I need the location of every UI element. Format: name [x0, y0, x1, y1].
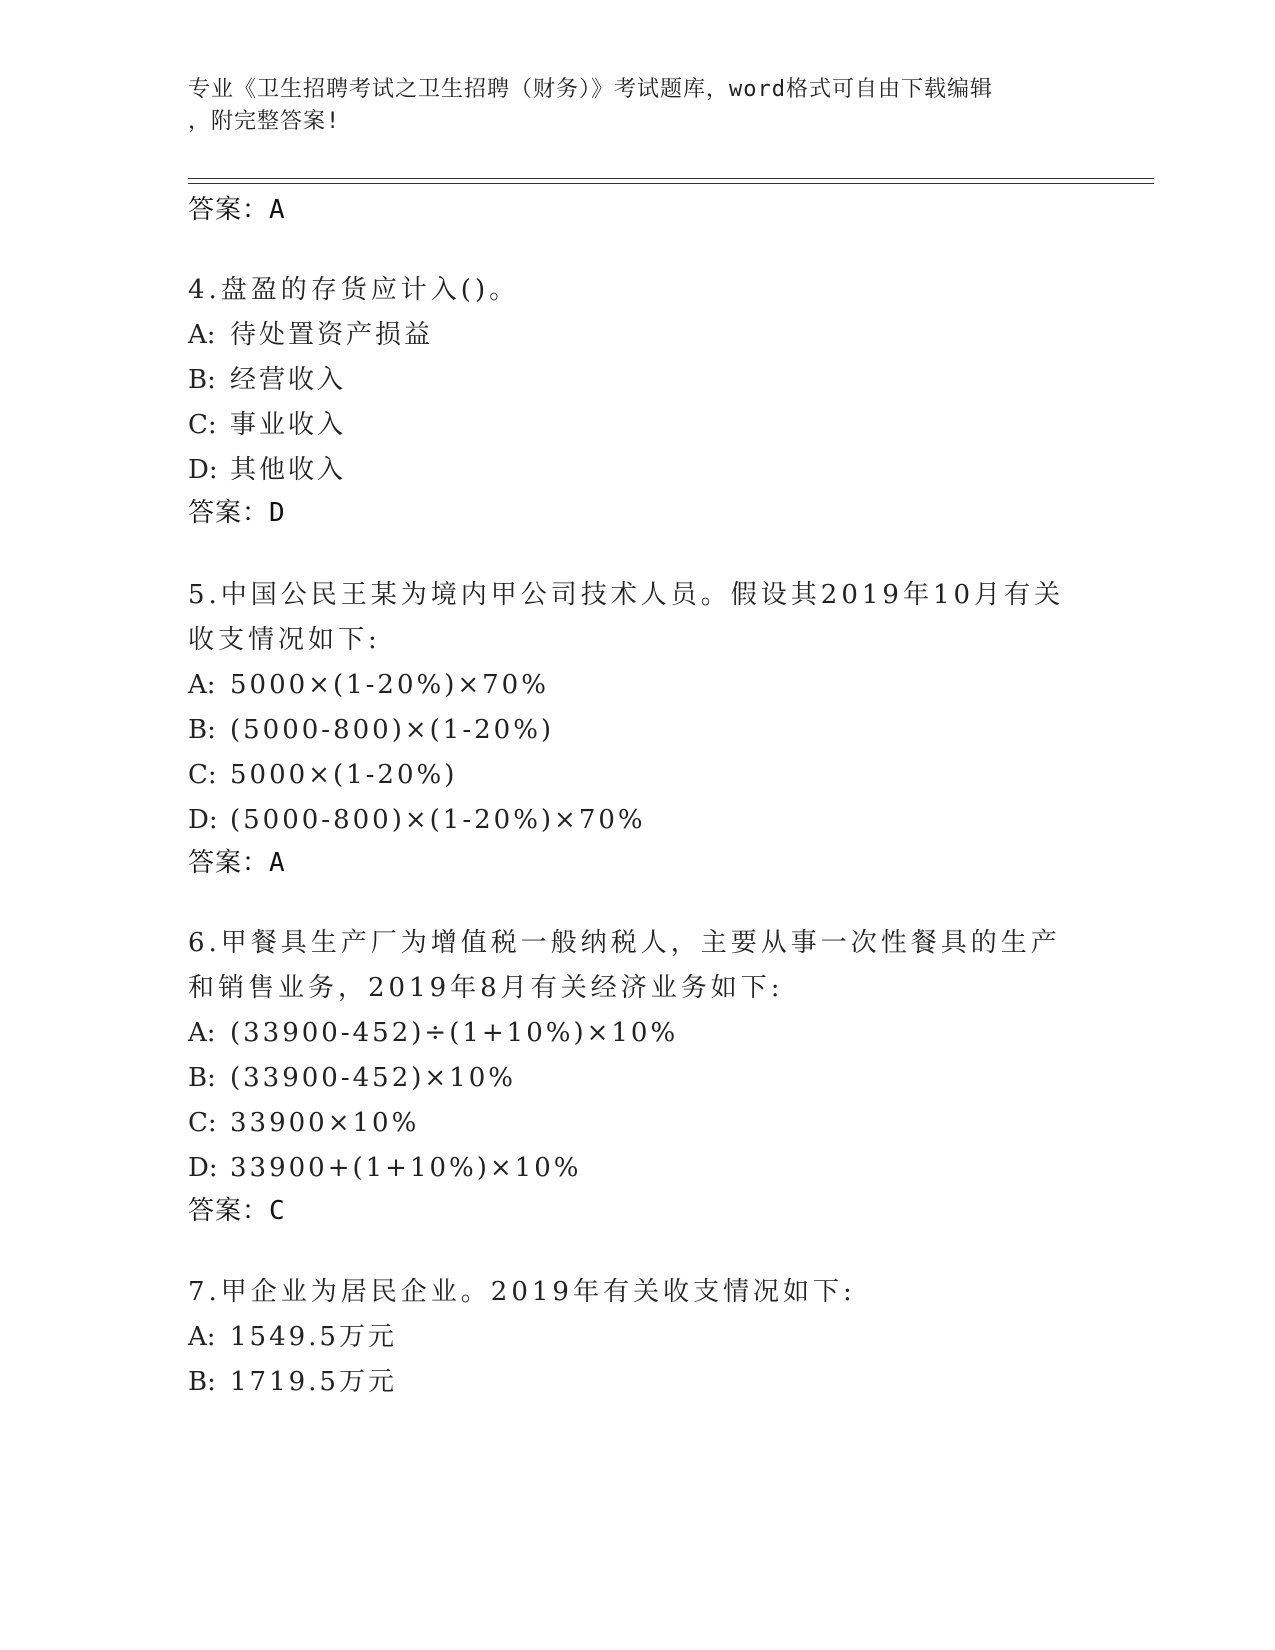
option-letter: A:: [188, 670, 216, 700]
answer-value: C: [269, 1196, 286, 1226]
option-text: 33900×10%: [230, 1108, 420, 1138]
option-letter: B:: [188, 365, 216, 395]
option-text: 5000×(1-20%)×70%: [230, 670, 549, 700]
answer-line: [188, 843, 1088, 883]
answer-label: 答案：: [188, 1196, 270, 1226]
option-text: 其他收入: [230, 455, 347, 485]
option-letter: A:: [188, 320, 216, 350]
option-text: (5000-800)×(1-20%): [230, 715, 555, 745]
question-block: [188, 921, 1088, 1231]
option-a: [188, 1011, 1088, 1056]
answer-value: D: [269, 498, 286, 528]
question-text: 7.甲企业为居民企业。2019年有关收支情况如下:: [188, 1277, 856, 1307]
option-letter: C:: [188, 760, 217, 790]
question-text: 5.中国公民王某为境内甲公司技术人员。假设其2019年10月有关收支情况如下:: [188, 580, 1065, 655]
option-text: 1549.5万元: [230, 1322, 397, 1352]
option-text: 33900+(1+10%)×10%: [230, 1153, 582, 1183]
option-c: [188, 753, 1088, 798]
option-d: [188, 798, 1088, 843]
option-b: [188, 358, 1088, 403]
answer-label: 答案：: [188, 195, 270, 225]
option-c: [188, 403, 1088, 448]
option-letter: A:: [188, 1322, 216, 1352]
option-d: [188, 1146, 1088, 1191]
option-b: [188, 1360, 1088, 1405]
option-b: [188, 1056, 1088, 1101]
option-a: [188, 1315, 1088, 1360]
header-line-1: 专业《卫生招聘考试之卫生招聘（财务）》考试题库，word格式可自由下载编辑: [188, 77, 993, 102]
answer-line: [188, 1191, 1088, 1231]
question-text: 6.甲餐具生产厂为增值税一般纳税人，主要从事一次性餐具的生产和销售业务，2019年8月有关经济业务如下:: [188, 928, 1061, 1003]
option-letter: B:: [188, 715, 216, 745]
answer-value: A: [269, 848, 286, 878]
option-text: (33900-452)×10%: [230, 1063, 516, 1093]
option-a: [188, 313, 1088, 358]
option-text: 5000×(1-20%): [230, 760, 458, 790]
option-letter: C:: [188, 410, 217, 440]
answer-label: 答案：: [188, 848, 270, 878]
option-letter: A:: [188, 1018, 216, 1048]
option-b: [188, 708, 1088, 753]
option-letter: B:: [188, 1367, 216, 1397]
option-letter: C:: [188, 1108, 217, 1138]
option-text: 事业收入: [230, 410, 347, 440]
question-block: [188, 268, 1088, 533]
answer-line: [188, 493, 1088, 533]
option-text: 1719.5万元: [230, 1367, 397, 1397]
option-letter: B:: [188, 1063, 216, 1093]
header-divider-top: [188, 178, 1154, 179]
option-c: [188, 1101, 1088, 1146]
option-letter: D:: [188, 455, 218, 485]
document-header: [188, 74, 1088, 138]
option-text: (33900-452)÷(1+10%)×10%: [230, 1018, 679, 1048]
option-text: 经营收入: [230, 365, 347, 395]
option-a: [188, 663, 1088, 708]
option-text: 待处置资产损益: [230, 320, 434, 350]
option-text: (5000-800)×(1-20%)×70%: [230, 805, 646, 835]
question-text: 4.盘盈的存货应计入()。: [188, 275, 520, 305]
answer-value: A: [269, 195, 286, 225]
option-d: [188, 448, 1088, 493]
question-block: [188, 573, 1088, 883]
header-line-2: ，附完整答案!: [188, 109, 341, 134]
header-divider-bottom: [188, 183, 1154, 184]
answer-line: [188, 190, 1088, 230]
question-block: [188, 1270, 1088, 1405]
option-letter: D:: [188, 805, 218, 835]
answer-label: 答案：: [188, 498, 270, 528]
option-letter: D:: [188, 1153, 218, 1183]
